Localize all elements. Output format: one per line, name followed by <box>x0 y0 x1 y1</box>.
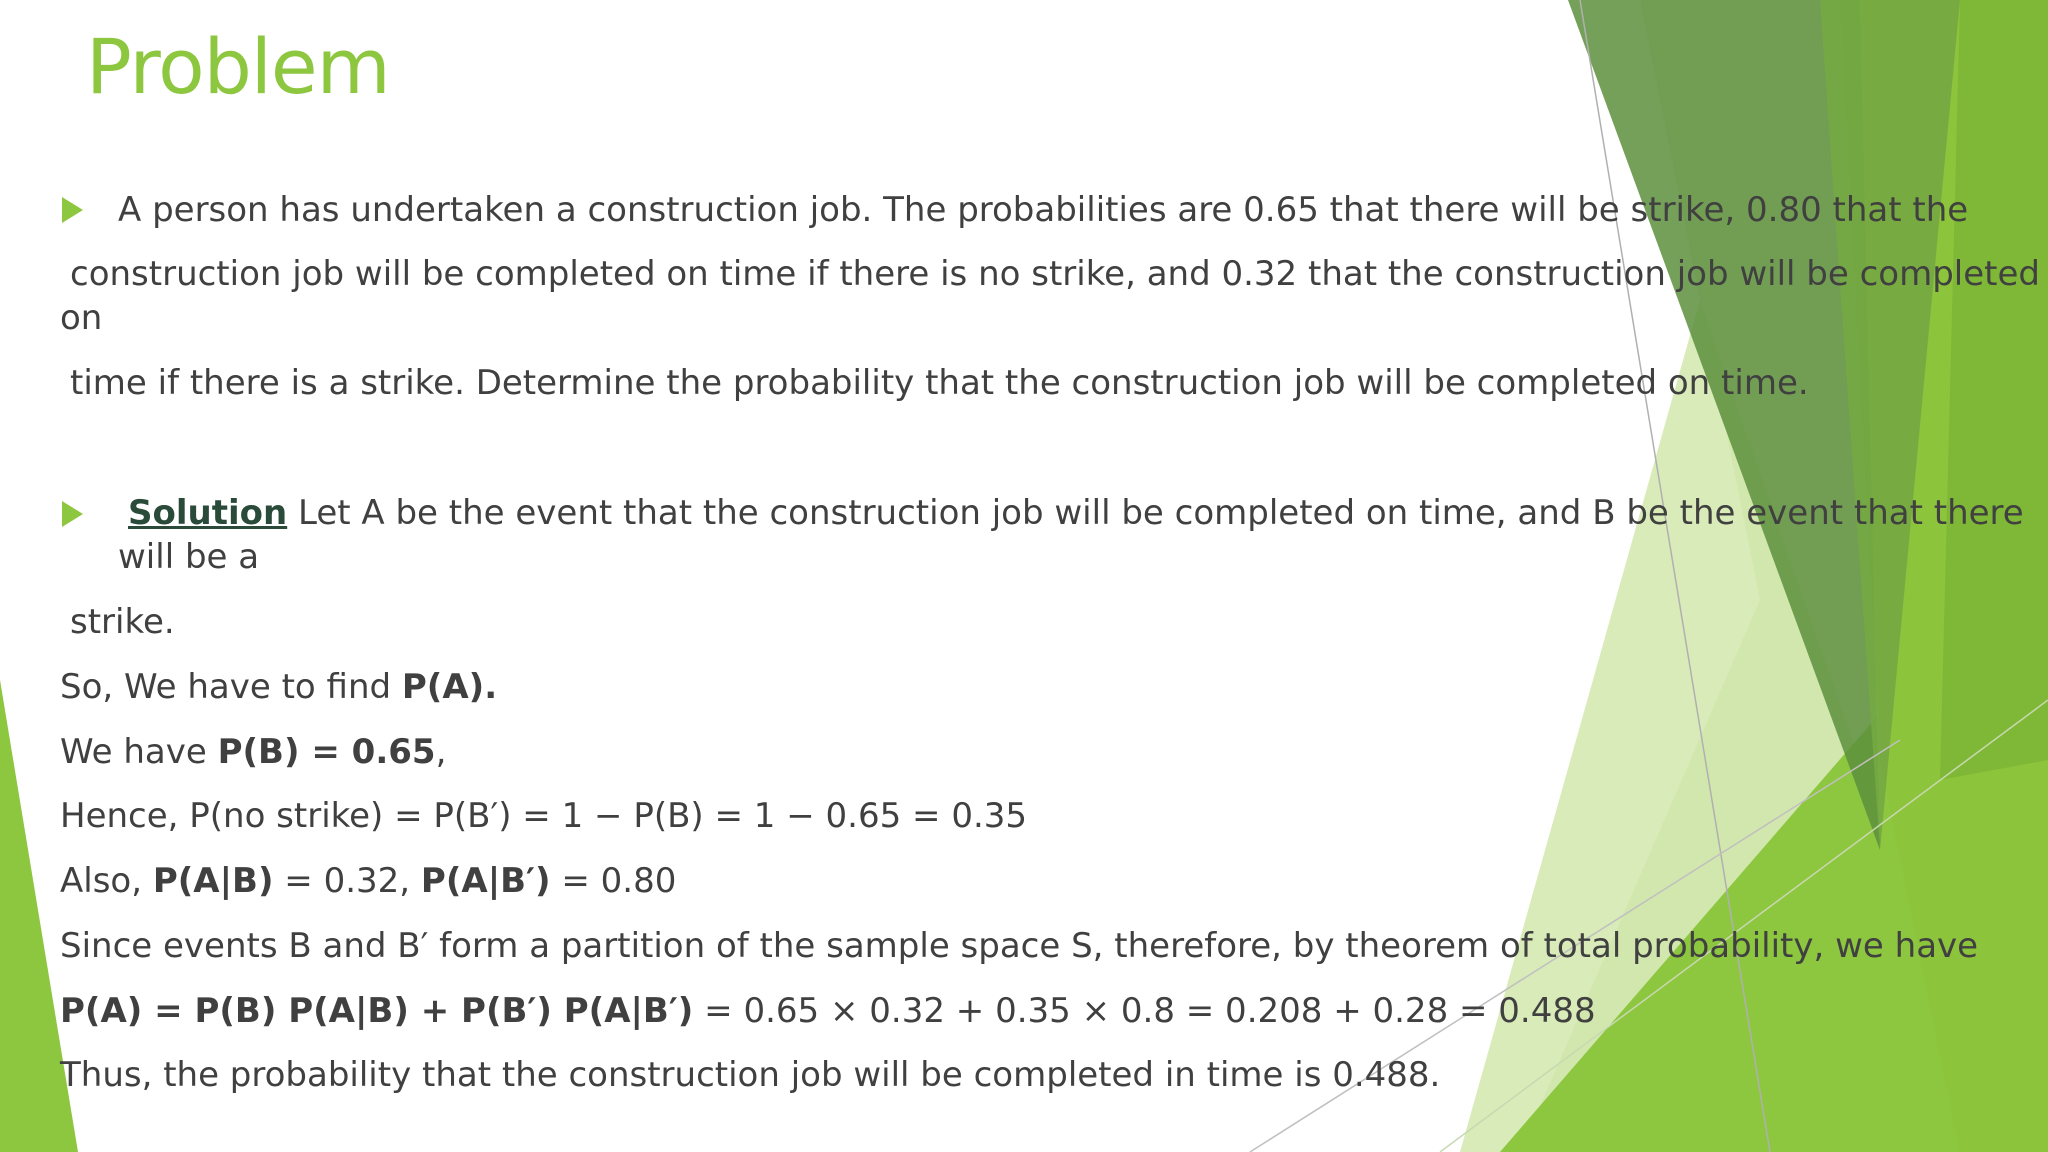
solution-line-3: strike. <box>70 602 175 642</box>
find-prefix: So, We have to find <box>60 667 402 707</box>
have-suffix: , <box>435 732 447 772</box>
also-prefix: Also, <box>60 861 153 901</box>
problem-line-1: A person has undertaken a construction job. The probabilities are 0.65 that there will be strike, 0.80 that the <box>118 190 1969 230</box>
solution-line-1 <box>118 491 2024 535</box>
formula-line <box>60 989 1596 1033</box>
formula-rest: = 0.65 × 0.32 + 0.35 × 0.8 = 0.208 + 0.28 = 0.488 <box>693 991 1596 1031</box>
bullet-arrow-icon <box>62 197 83 223</box>
since-line: Since events B and B′ form a partition of the sample space S, therefore, by theorem of total probability, we have <box>60 926 1979 966</box>
problem-line-4: time if there is a strike. Determine the probability that the construction job will be completed on time. <box>70 363 1809 403</box>
conclusion-line: Thus, the probability that the construction job will be completed in time is 0.488. <box>60 1055 1441 1095</box>
hence-line: Hence, P(no strike) = P(B′) = 1 − P(B) = 1 − 0.65 = 0.35 <box>60 796 1028 836</box>
formula-bold: P(A) = P(B) P(A|B) + P(B′) P(A|B′) <box>60 991 694 1031</box>
find-line <box>60 665 497 709</box>
also-bold-1: P(A|B) <box>152 861 274 901</box>
have-prefix: We have <box>60 732 218 772</box>
have-bold: P(B) = 0.65 <box>217 732 436 772</box>
also-line <box>60 859 676 903</box>
find-bold: P(A). <box>401 667 498 707</box>
have-line <box>60 730 446 774</box>
problem-line-3: on <box>60 298 103 338</box>
slide-title: Problem <box>86 22 390 111</box>
bullet-arrow-icon <box>62 501 83 527</box>
solution-line-2: will be a <box>118 537 260 577</box>
solution-label: Solution <box>128 493 288 533</box>
also-mid: = 0.32, <box>273 861 421 901</box>
problem-line-2: construction job will be completed on time if there is no strike, and 0.32 that the construction job will be completed <box>70 254 2040 294</box>
solution-text: Let A be the event that the construction job will be completed on time, and B be the event that there <box>298 493 2024 533</box>
also-suffix: = 0.80 <box>550 861 677 901</box>
also-bold-2: P(A|B′) <box>420 861 551 901</box>
